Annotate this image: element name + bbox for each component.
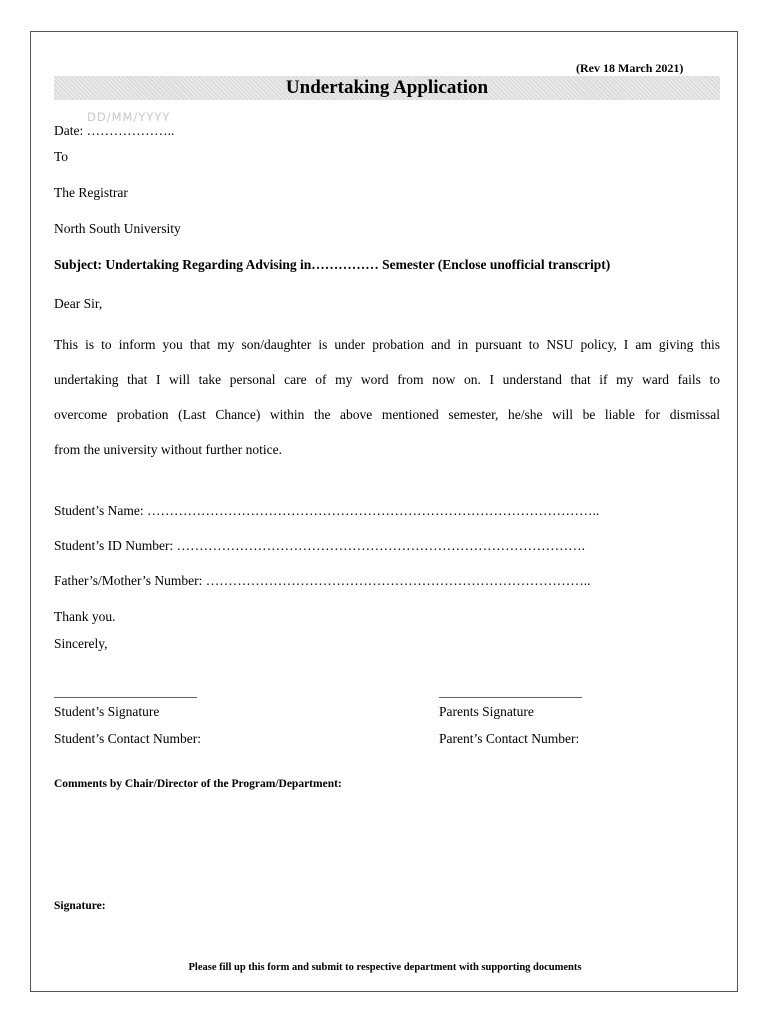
title-bar: [54, 76, 720, 100]
body-line: undertaking that I will take personal care of my word from now on. I understand that if my ward fails to: [54, 372, 720, 387]
comments-label: Comments by Chair/Director of the Program/Department:: [54, 778, 342, 790]
date-placeholder[interactable]: DD/MM/YYYY: [87, 110, 171, 124]
body-line: from the university without further notice.: [54, 442, 282, 457]
body-line: This is to inform you that my son/daughter is under probation and in pursuant to NSU policy, I am giving this: [54, 337, 720, 352]
parent-signature-label: Parents Signature: [439, 704, 534, 719]
student-contact-label: Student’s Contact Number:: [54, 731, 201, 746]
form-title: Undertaking Application: [285, 77, 489, 98]
parent-signature-line[interactable]: ______________________: [439, 684, 582, 699]
revision-note: (Rev 18 March 2021): [576, 61, 684, 75]
subject-line: Subject: Undertaking Regarding Advising in…………… Semester (Enclose unofficial transcript): [54, 257, 611, 272]
student-name-field[interactable]: Student’s Name: ………………………………………………………………………………………..: [54, 503, 600, 518]
student-id-field[interactable]: Student’s ID Number: ……………………………………………………………………………….: [54, 538, 585, 553]
parent-contact-label: Parent’s Contact Number:: [439, 731, 580, 746]
body-line: overcome probation (Last Chance) within the above mentioned semester, he/she will be liable for dismissal: [54, 407, 720, 422]
to-label: To: [54, 149, 69, 164]
date-field[interactable]: Date: ………………..: [54, 123, 175, 138]
student-signature-line[interactable]: ______________________: [54, 684, 197, 699]
footer-note: Please fill up this form and submit to respective department with supporting documents: [188, 962, 582, 973]
form-page: [30, 31, 738, 992]
signature-label: Signature:: [54, 900, 106, 912]
thanks-text: Thank you.: [54, 609, 116, 624]
recipient: The Registrar: [54, 185, 128, 200]
sincerely-text: Sincerely,: [54, 636, 108, 651]
body-paragraph: [54, 327, 720, 467]
student-signature-label: Student’s Signature: [54, 704, 160, 719]
salutation: Dear Sir,: [54, 296, 103, 311]
parent-number-field[interactable]: Father’s/Mother’s Number: …………………………………………………………………………..: [54, 573, 591, 588]
institution: North South University: [54, 221, 181, 236]
